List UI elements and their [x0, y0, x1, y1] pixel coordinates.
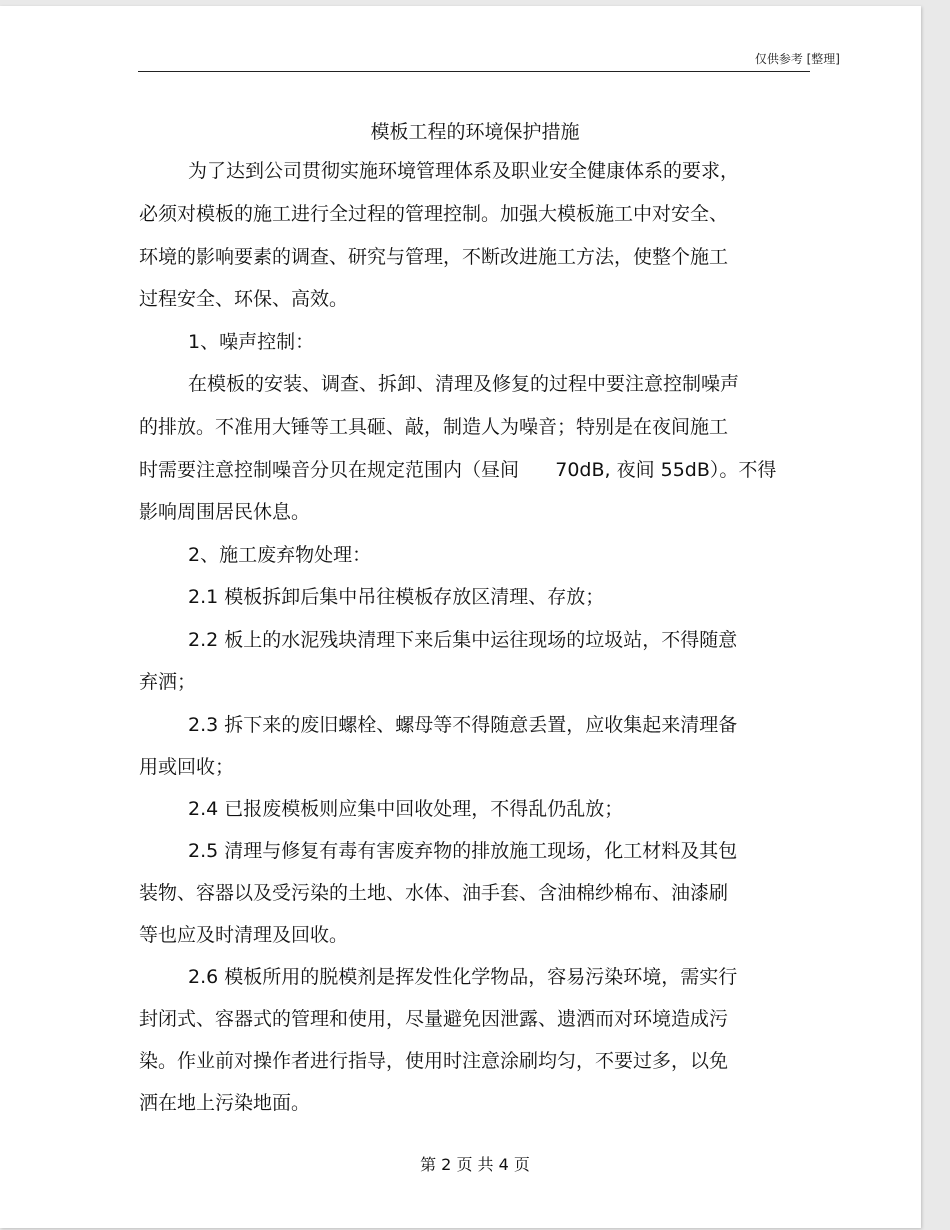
body-line: 2.2 板上的水泥残块清理下来后集中运往现场的垃圾站，不得随意 [188, 629, 738, 651]
body-line: 2.1 模板拆卸后集中吊往模板存放区清理、存放； [188, 586, 605, 608]
body-line: 2.5 清理与修复有毒有害废弃物的排放施工现场，化工材料及其包 [188, 840, 738, 862]
header-divider [138, 71, 810, 72]
body-line: 弃洒； [139, 671, 197, 693]
page-header: 仅供参考 [整理] [754, 52, 840, 66]
body-line: 洒在地上污染地面。 [139, 1092, 311, 1114]
body-line: 2.4 已报废模板则应集中回收处理，不得乱仍乱放； [188, 798, 624, 820]
body-line: 2.3 拆下来的废旧螺栓、螺母等不得随意丢置，应收集起来清理备 [188, 714, 738, 736]
body-line: 装物、容器以及受污染的土地、水体、油手套、含油棉纱棉布、油漆刷 [139, 882, 729, 904]
body-line: 染。作业前对操作者进行指导，使用时注意涂刷均匀，不要过多，以免 [139, 1050, 729, 1072]
body-line: 2.6 模板所用的脱模剂是挥发性化学物品，容易污染环境，需实行 [188, 966, 738, 988]
body-line: 在模板的安装、调查、拆卸、清理及修复的过程中要注意控制噪声 [188, 373, 740, 395]
body-line: 影响周围居民休息。 [139, 501, 311, 523]
body-line: 环境的影响要素的调查、研究与管理，不断改进施工方法，使整个施工 [139, 246, 729, 268]
body-line: 时需要注意控制噪音分贝在规定范围内（昼间 70dB, 夜间 55dB）。不得 [139, 459, 777, 481]
body-line: 封闭式、容器式的管理和使用，尽量避免因泄露、遗洒而对环境造成污 [139, 1008, 729, 1030]
section-heading: 1、噪声控制： [188, 331, 315, 353]
page-footer: 第 2 页 共 4 页 [420, 1155, 530, 1174]
document-page [0, 6, 921, 1228]
section-heading: 2、施工废弃物处理： [188, 544, 372, 566]
body-line: 用或回收； [139, 756, 235, 778]
document-title: 模板工程的环境保护措施 [370, 121, 580, 143]
body-line: 的排放。不准用大锤等工具砸、敲，制造人为噪音；特别是在夜间施工 [139, 416, 729, 438]
body-line: 过程安全、环保、高效。 [139, 288, 349, 310]
body-line: 必须对模板的施工进行全过程的管理控制。加强大模板施工中对安全、 [139, 203, 729, 225]
body-line: 为了达到公司贯彻实施环境管理体系及职业安全健康体系的要求， [188, 160, 740, 182]
body-line: 等也应及时清理及回收。 [139, 924, 349, 946]
